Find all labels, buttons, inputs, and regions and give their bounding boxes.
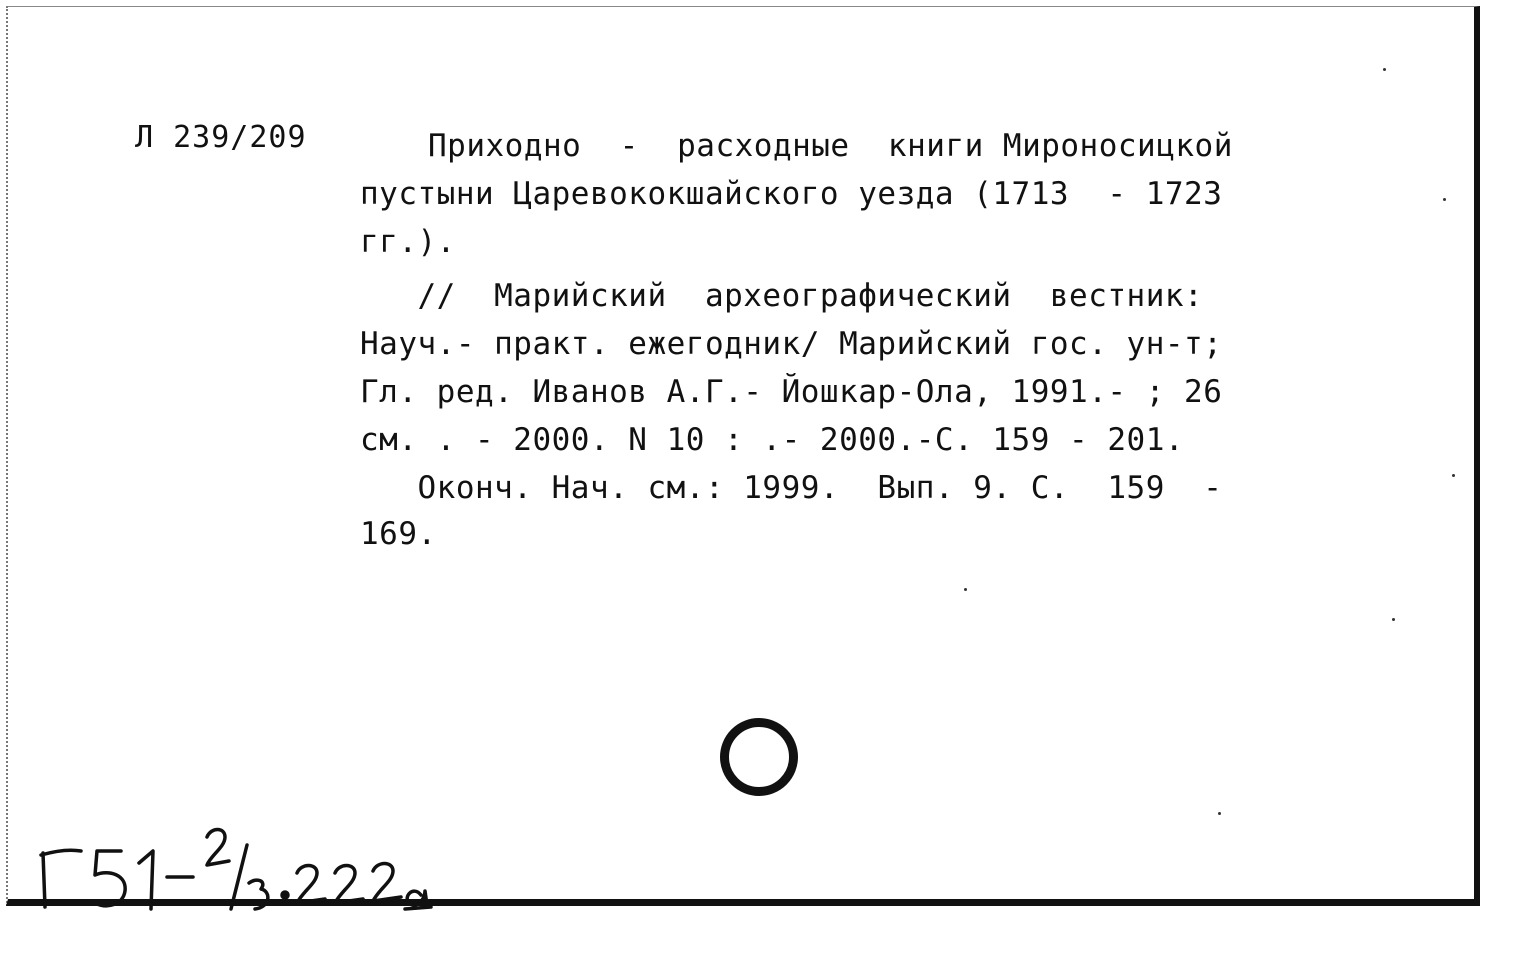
scan-speck bbox=[1452, 474, 1455, 477]
text-line-9: 169. bbox=[360, 516, 437, 552]
text-line-5: Науч.- практ. ежегодник/ Марийский гос. ун-т; bbox=[360, 326, 1223, 362]
text-line-6: Гл. ред. Иванов А.Г.- Йошкар-Ола, 1991.- ; 26 bbox=[360, 374, 1223, 410]
scan-speck bbox=[1443, 198, 1446, 201]
text-line-7: см. . - 2000. N 10 : .- 2000.-С. 159 - 201. bbox=[360, 422, 1185, 458]
scan-speck bbox=[1383, 68, 1386, 71]
text-line-1: Приходно - расходные книги Мироносицкой bbox=[428, 128, 1233, 164]
scan-speck bbox=[1392, 618, 1395, 621]
text-line-8: Оконч. Нач. см.: 1999. Вып. 9. С. 159 - bbox=[360, 470, 1223, 506]
text-line-3: гг.). bbox=[360, 224, 456, 260]
punch-hole bbox=[720, 718, 798, 796]
handwritten-note bbox=[35, 815, 455, 925]
shelfmark: Л 239/209 bbox=[135, 120, 307, 155]
text-line-4: // Марийский археографический вестник: bbox=[360, 278, 1204, 314]
scan-speck bbox=[1218, 812, 1221, 815]
scan-speck bbox=[964, 588, 967, 591]
text-line-2: пустыни Царевококшайского уезда (1713 - 1723 bbox=[360, 176, 1223, 212]
